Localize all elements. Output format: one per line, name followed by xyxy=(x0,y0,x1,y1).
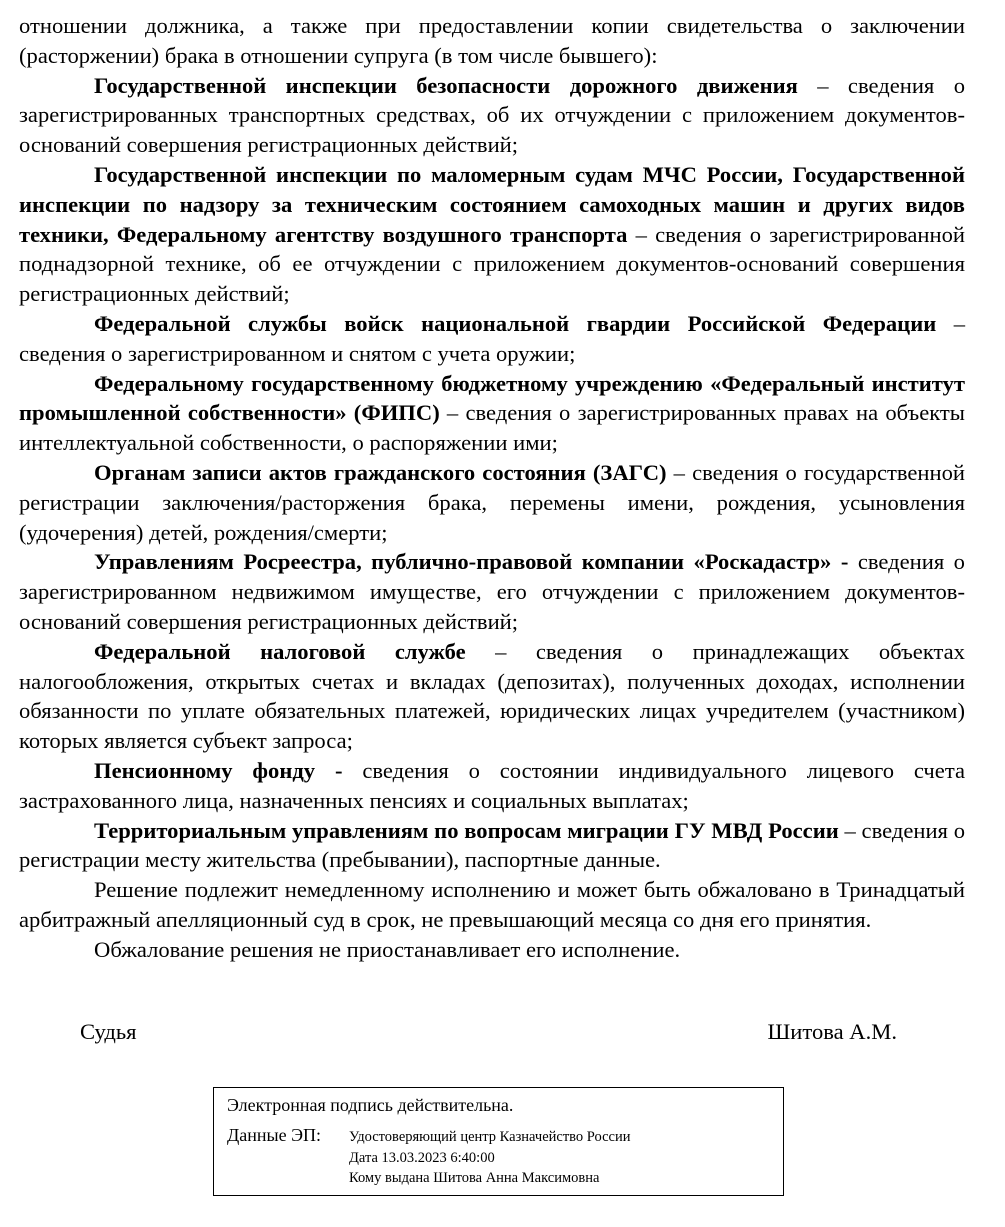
paragraph-enforcement-text: Обжалование решения не приостанавливает его исполнение. xyxy=(94,936,681,962)
paragraph-rosgvardia-text: – сведения о зарегистрированном и снятом с учета оружии; xyxy=(19,310,965,366)
paragraph-appeal xyxy=(19,875,965,935)
document-body xyxy=(19,11,965,965)
paragraph-0-text: отношении должника, а также при предоставлении копии свидетельства о заключении (расторжении) брака в отношении супруга (в том числе бывшего): xyxy=(19,13,965,68)
signature-date: Дата 13.03.2023 6:40:00 xyxy=(349,1149,495,1166)
paragraph-gims-text: – сведения о зарегистрированной поднадзорной технике, об ее отчуждении с приложением документов-оснований совершения регистрационных действий; xyxy=(19,221,965,307)
paragraph-rosgvardia-bold: Федеральной службы войск национальной гвардии Российской Федерации xyxy=(94,310,937,336)
paragraph-fips-text: – сведения о зарегистрированных правах на объекты интеллектуальной собственности, о распоряжении ими; xyxy=(19,400,965,456)
paragraph-mvd-text: – сведения о регистрации месту жительства (пребывании), паспортные данные. xyxy=(19,817,966,873)
electronic-signature-stamp xyxy=(213,1087,784,1196)
signature-issuer: Удостоверяющий центр Казначейство России xyxy=(349,1129,631,1145)
paragraph-pfr-bold: Пенсионному фонду - xyxy=(94,757,343,783)
paragraph-enforcement xyxy=(19,935,965,965)
judge-title: Судья xyxy=(80,1019,137,1044)
paragraph-pfr-text: сведения о состоянии индивидуального лицевого счета застрахованного лица, назначенных пенсиях и социальных выплатах; xyxy=(19,757,965,813)
judge-signature-row xyxy=(0,1019,1005,1053)
paragraph-pfr xyxy=(19,756,965,816)
signature-data-label: Данные ЭП: xyxy=(227,1125,321,1145)
paragraph-gims xyxy=(19,160,965,309)
paragraph-zags xyxy=(19,458,965,547)
paragraph-rosreestr-bold: Управлениям Росреестра, публично-правовой компании «Роскадастр» - xyxy=(94,549,849,575)
paragraph-fns-text: – сведения о принадлежащих объектах налогообложения, открытых счетах и вкладах (депозитах), полученных доходах, исполнении обязанности по уплате обязательных платежей, юридических лицах учредителем (участником) которых является субъект запроса; xyxy=(19,638,965,754)
paragraph-zags-text: – сведения о государственной регистрации заключения/расторжения брака, перемены имени, рождения, усыновления (удочерения) детей, рождения/смерти; xyxy=(19,459,965,545)
paragraph-mvd-bold: Территориальным управлениям по вопросам миграции ГУ МВД России xyxy=(94,817,839,843)
paragraph-rosreestr xyxy=(19,547,965,636)
judge-name: Шитова А.М. xyxy=(767,1019,897,1044)
paragraph-zags-bold: Органам записи актов гражданского состояния (ЗАГС) xyxy=(94,459,667,485)
paragraph-fns xyxy=(19,637,965,756)
paragraph-fns-bold: Федеральной налоговой службе xyxy=(94,638,466,664)
paragraph-gibdd xyxy=(19,71,965,160)
paragraph-gims-bold: Государственной инспекции по маломерным судам МЧС России, Государственной инспекции по надзору за техническим состоянием самоходных машин и других видов техники, Федеральному агентству воздушного транспорта xyxy=(19,161,965,247)
signature-issued-to: Кому выдана Шитова Анна Максимовна xyxy=(349,1170,600,1186)
paragraph-appeal-text: Решение подлежит немедленному исполнению и может быть обжаловано в Тринадцатый арбитражный апелляционный суд в срок, не превышающий месяца со дня его принятия. xyxy=(19,877,965,932)
paragraph-rosreestr-text: сведения о зарегистрированном недвижимом имуществе, его отчуждении с приложением документов-оснований совершения регистрационных действий; xyxy=(19,549,965,634)
paragraph-mvd xyxy=(19,816,965,876)
paragraph-gibdd-text: – сведения о зарегистрированных транспортных средствах, об их отчуждении с приложением документов-оснований совершения регистрационных действий; xyxy=(19,72,965,158)
paragraph-fips-bold: Федеральному государственному бюджетному учреждению «Федеральный институт промышленной собственности» (ФИПС) xyxy=(19,370,965,426)
document-page xyxy=(19,11,965,965)
paragraph-0 xyxy=(19,11,965,71)
signature-valid-text: Электронная подпись действительна. xyxy=(227,1095,514,1115)
paragraph-gibdd-bold: Государственной инспекции безопасности дорожного движения xyxy=(94,72,798,98)
signature-details xyxy=(349,1127,631,1189)
paragraph-rosgvardia xyxy=(19,309,965,369)
paragraph-fips xyxy=(19,369,965,458)
